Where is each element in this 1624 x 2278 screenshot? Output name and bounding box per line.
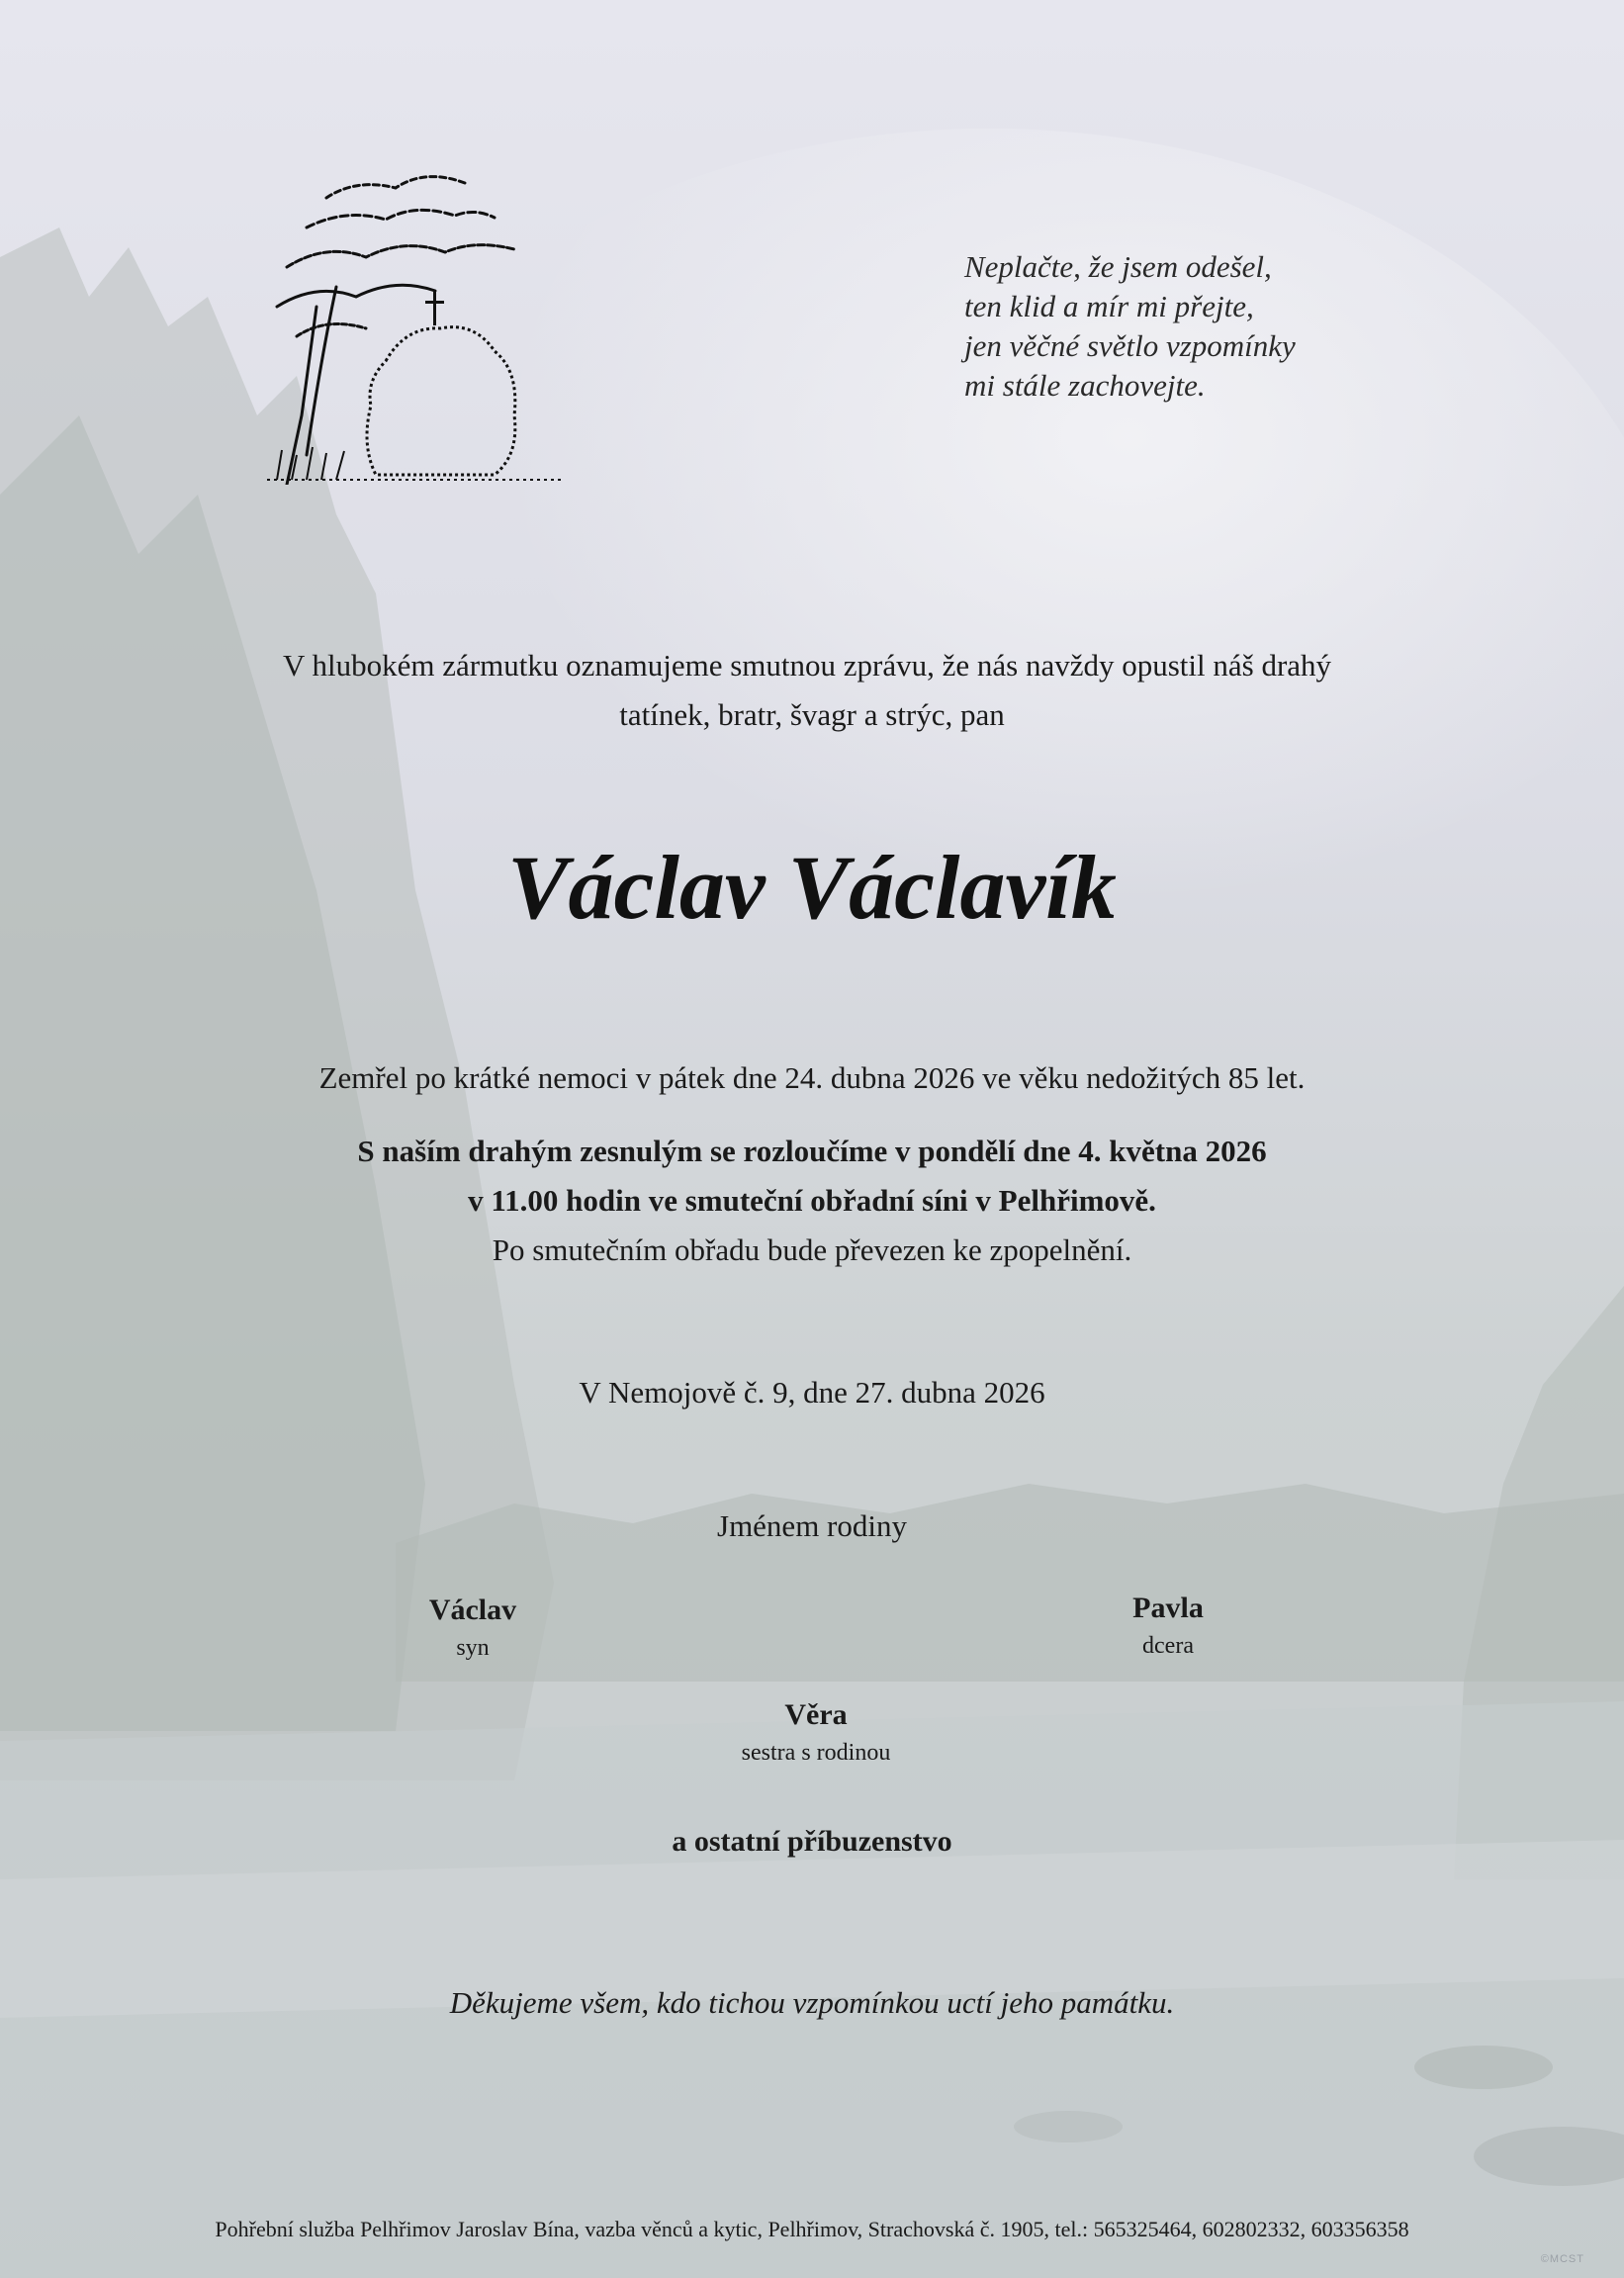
mourner-daughter xyxy=(970,1589,1366,1664)
mourner-sister xyxy=(618,1695,1014,1771)
deceased-name: Václav Václavík xyxy=(507,837,1117,938)
watermark: ©MCST xyxy=(1540,2253,1584,2265)
mourner-son xyxy=(275,1591,671,1666)
mourner-name: Pavla xyxy=(1132,1592,1204,1624)
funeral-service-footer: Pohřební služba Pelhřimov Jaroslav Bína, vazba věnců a kytic, Pelhřimov, Strachovská č. 1905, tel.: 565325464, 602802332, 603356358 xyxy=(215,2217,1409,2241)
mourner-relation: sestra s rodinou xyxy=(741,1740,891,1766)
mourner-relation: syn xyxy=(456,1635,490,1661)
family-intro: Jménem rodiny xyxy=(717,1508,907,1543)
poem-line: Neplačte, že jsem odešel, xyxy=(964,249,1272,284)
farewell-line-2: v 11.00 hodin ve smuteční obřadní síni v Pelhřimově. xyxy=(468,1183,1156,1218)
farewell-line-1: S naším drahým zesnulým se rozloučíme v pondělí dne 4. května 2026 xyxy=(357,1134,1267,1168)
death-note: Zemřel po krátké nemoci v pátek dne 24. dubna 2026 ve věku nedožitých 85 let. xyxy=(318,1060,1306,1095)
other-relatives: a ostatní příbuzenstvo xyxy=(672,1825,952,1858)
poem-line: mi stále zachovejte. xyxy=(964,368,1206,403)
intro-line-2: tatínek, bratr, švagr a strýc, pan xyxy=(619,697,1005,732)
poem-line: jen věčné světlo vzpomínky xyxy=(964,328,1296,363)
mourner-name: Věra xyxy=(784,1698,848,1731)
intro-line-1: V hlubokém zármutku oznamujeme smutnou zprávu, že nás navždy opustil náš drahý xyxy=(282,648,1332,683)
place-date: V Nemojově č. 9, dne 27. dubna 2026 xyxy=(579,1375,1045,1410)
mourner-relation: dcera xyxy=(1142,1633,1194,1659)
memorial-poem xyxy=(964,247,1380,406)
poem-line: ten klid a mír mi přejte, xyxy=(964,289,1254,323)
farewell-line-3: Po smutečním obřadu bude převezen ke zpopelnění. xyxy=(492,1232,1132,1267)
announcement-intro xyxy=(0,641,1624,740)
mourner-name: Václav xyxy=(428,1594,517,1626)
farewell-info xyxy=(0,1127,1624,1275)
tree-cross-ornament-icon xyxy=(267,158,574,485)
thanks-note: Děkujeme všem, kdo tichou vzpomínkou uctí jeho památku. xyxy=(449,1985,1175,2020)
